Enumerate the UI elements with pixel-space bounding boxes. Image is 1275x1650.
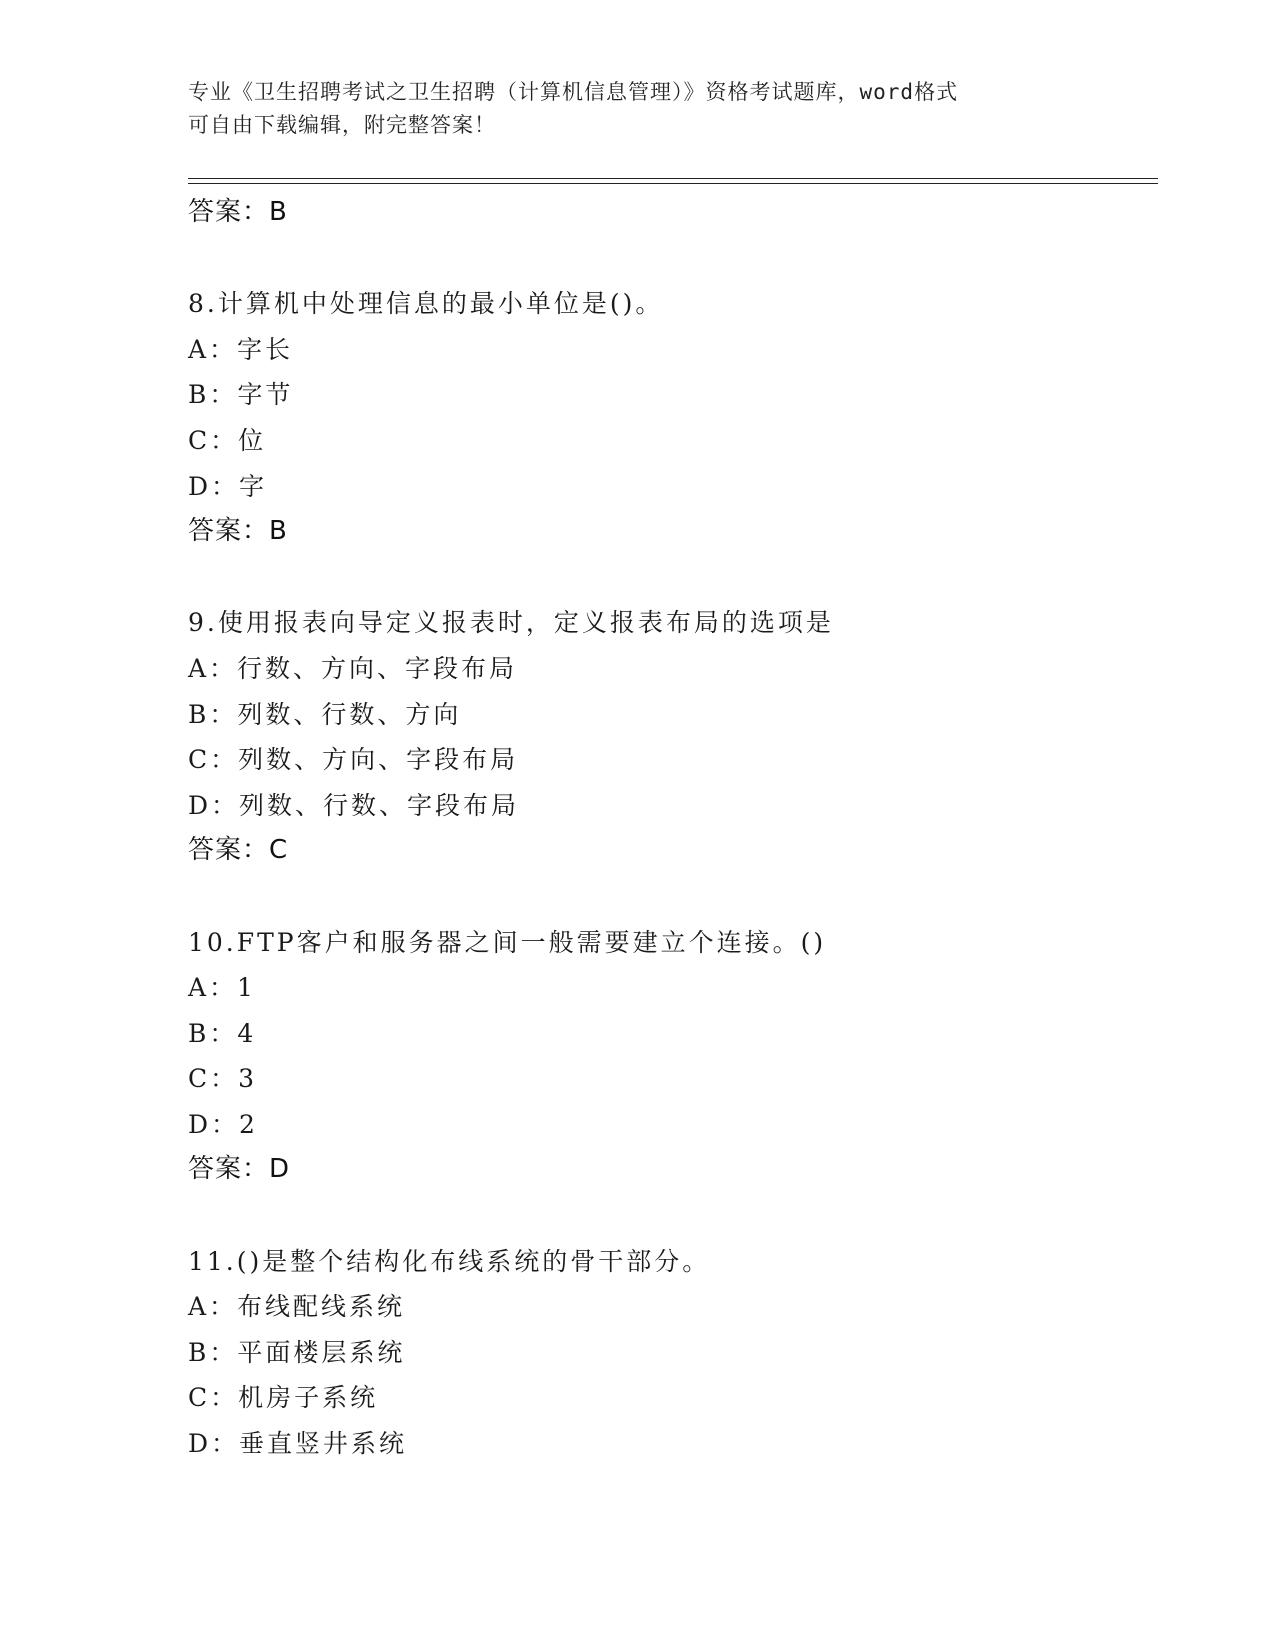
option-d: D：2 <box>188 1109 258 1139</box>
header-divider-top <box>188 178 1158 179</box>
option-d: D：垂直竖井系统 <box>188 1429 408 1459</box>
answer-line: 答案：B <box>188 516 288 547</box>
question-text: 11.()是整个结构化布线系统的骨干部分。 <box>188 1246 711 1276</box>
question-block-10 <box>188 920 1148 1194</box>
option-a: A：字长 <box>188 334 294 364</box>
answer-line: 答案：C <box>188 835 289 866</box>
option-a: A：1 <box>188 973 256 1003</box>
option-c: C：列数、方向、字段布局 <box>188 745 519 775</box>
option-a: A：布线配线系统 <box>188 1292 406 1322</box>
option-b: B：字节 <box>188 380 294 410</box>
question-text: 10.FTP客户和服务器之间一般需要建立个连接。() <box>188 927 827 957</box>
spacer <box>188 1193 1148 1239</box>
question-text: 9.使用报表向导定义报表时，定义报表布局的选项是 <box>188 608 834 638</box>
answer-line: 答案：B <box>188 197 288 227</box>
option-b: B：4 <box>188 1018 257 1048</box>
option-c: C：机房子系统 <box>188 1383 379 1413</box>
option-d: D：列数、行数、字段布局 <box>188 790 520 820</box>
option-b: B：列数、行数、方向 <box>188 699 462 729</box>
answer-line: 答案：D <box>188 1154 291 1185</box>
question-list <box>188 190 1148 1467</box>
spacer <box>188 874 1148 920</box>
spacer <box>188 555 1148 601</box>
header-line-2: 可自由下载编辑，附完整答案！ <box>188 113 496 137</box>
option-b: B：平面楼层系统 <box>188 1337 406 1367</box>
option-d: D：字 <box>188 471 268 501</box>
header-divider-bottom <box>188 183 1158 184</box>
spacer <box>188 236 1148 282</box>
option-c: C：位 <box>188 425 267 455</box>
header-line-1: 专业《卫生招聘考试之卫生招聘（计算机信息管理）》资格考试题库，word格式 <box>188 80 959 104</box>
question-block-8 <box>188 281 1148 555</box>
option-a: A：行数、方向、字段布局 <box>188 653 518 683</box>
option-c: C：3 <box>188 1064 258 1094</box>
question-block-9 <box>188 600 1148 874</box>
question-text: 8.计算机中处理信息的最小单位是()。 <box>188 289 664 319</box>
question-block-11 <box>188 1239 1148 1467</box>
document-header <box>188 76 1088 142</box>
